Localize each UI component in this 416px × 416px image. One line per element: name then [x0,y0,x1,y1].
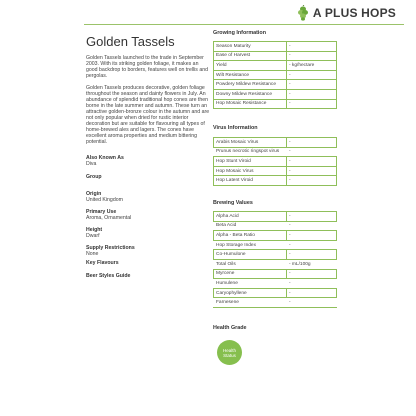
field-value: Dwarf [86,233,100,239]
table-row [214,166,337,176]
table-row [214,221,337,231]
row-key: Downy Mildew Resistance [214,89,287,99]
table-row [214,51,337,61]
table-row [214,279,337,289]
table-row [214,288,337,298]
table-row [214,269,337,279]
row-key: Wilt Resistance [214,70,287,80]
field-value: Diva [86,161,97,167]
brand-name: A PLUS HOPS [312,6,396,20]
table-row [214,61,337,71]
page-title: Golden Tassels [86,34,175,49]
row-value: - [287,269,337,279]
row-value: - [287,42,337,52]
row-value: - [287,298,337,308]
growing-information-heading: Growing Information [213,30,267,36]
table-row [214,250,337,260]
row-key: Humulene [214,279,287,289]
row-key: Yield [214,61,287,71]
field-primary-use [86,209,210,221]
virus-information-table [213,137,337,186]
field-label: Also Known As [86,155,124,161]
row-value: - kg/hectare [287,61,337,71]
row-value: - [287,212,337,222]
row-key: Ease of Harvest [214,51,287,61]
field-also-known-as [86,155,210,167]
row-value: - [287,51,337,61]
field-label: Origin [86,191,102,197]
table-row [214,212,337,222]
growing-information-table [213,41,337,109]
table-row [214,157,337,167]
row-key: Alpha Acid [214,212,287,222]
table-row [214,138,337,148]
field-supply-restrictions [86,245,210,257]
table-row [214,298,337,308]
field-label: Group [86,174,102,180]
row-value: - [287,70,337,80]
table-row [214,240,337,250]
row-key: Hop Mosaic Virus [214,166,287,176]
row-value: - [287,157,337,167]
field-label: Beer Styles Guide [86,273,131,279]
row-value: - [287,288,337,298]
table-row [214,147,337,157]
row-key: Season Maturity [214,42,287,52]
row-value: - [287,231,337,241]
row-value: - [287,99,337,109]
field-label: Key Flavours [86,260,119,266]
row-value: - [287,80,337,90]
field-value: None [86,251,99,257]
table-row [214,89,337,99]
row-key: Hop Mosaic Resistance [214,99,287,109]
table-row [214,42,337,52]
field-origin [86,191,210,203]
row-key: Prunus necrotic ringspot virus [214,147,287,157]
row-value: - [287,250,337,260]
row-value: - [287,176,337,186]
row-key: Alpha - Beta Ratio [214,231,287,241]
field-value: United Kingdom [86,197,123,203]
table-row [214,70,337,80]
row-value: - [287,166,337,176]
row-key: Beta Acid [214,221,287,231]
row-value: - [287,89,337,99]
field-height [86,227,210,239]
description-column [86,34,210,279]
brewing-values-heading: Brewing Values [213,200,253,206]
health-status-badge [217,340,242,365]
row-key: Hop Stunt Viroid [214,157,287,167]
row-value: - [287,221,337,231]
field-key-flavours [86,260,210,266]
field-label: Supply Restrictions [86,245,135,251]
row-key: Total Oils [214,259,287,269]
header-divider [84,24,404,25]
row-key: Myrcene [214,269,287,279]
description-paragraph: Golden Tassels produces decorative, golden foliage throughout the season and dainty flowers in July. An abundance of splendid traditional hop cones are then borne in the late summer and autumn. These turn an attractive golden-bronze colour in the autumn and are not only popular when dried for rustic interior decoration but are suitable for flavouring all types of home-brewed ales and lagers. The cones have excellent aroma properties and medium bittering potential. [86,85,210,145]
row-value: - [287,240,337,250]
row-value: - mL/100g [287,259,337,269]
table-row [214,99,337,109]
brewing-values-table [213,211,337,308]
row-key: Co-Humulone [214,250,287,260]
brand-logo [296,5,396,21]
field-label: Height [86,227,103,233]
row-value: - [287,138,337,148]
row-key: Hop Latent Viroid [214,176,287,186]
table-row [214,259,337,269]
row-value: - [287,147,337,157]
field-beer-styles-guide [86,273,210,279]
intro-paragraph: Golden Tassels launched to the trade in September 2003. With its striking golden foliage, it makes an good backdrop to borders, features well on trellis and pergolas. [86,55,208,79]
virus-information-heading: Virus Information [213,125,258,131]
field-group [86,174,210,180]
row-key: Arabis Mosaic Virus [214,138,287,148]
health-status-label: Health Status [222,347,236,358]
table-row [214,176,337,186]
row-key: Caryophyllene [214,288,287,298]
field-value: Aroma, Ornamental [86,215,132,221]
table-row [214,231,337,241]
health-grade-heading: Health Grade [213,325,247,331]
row-key: Hop Storage Index [214,240,287,250]
row-key: Powdery Mildew Resistance [214,80,287,90]
table-row [214,80,337,90]
row-key: Farnesene [214,298,287,308]
hop-cone-icon [296,5,310,21]
field-label: Primary Use [86,209,117,215]
row-value: - [287,279,337,289]
